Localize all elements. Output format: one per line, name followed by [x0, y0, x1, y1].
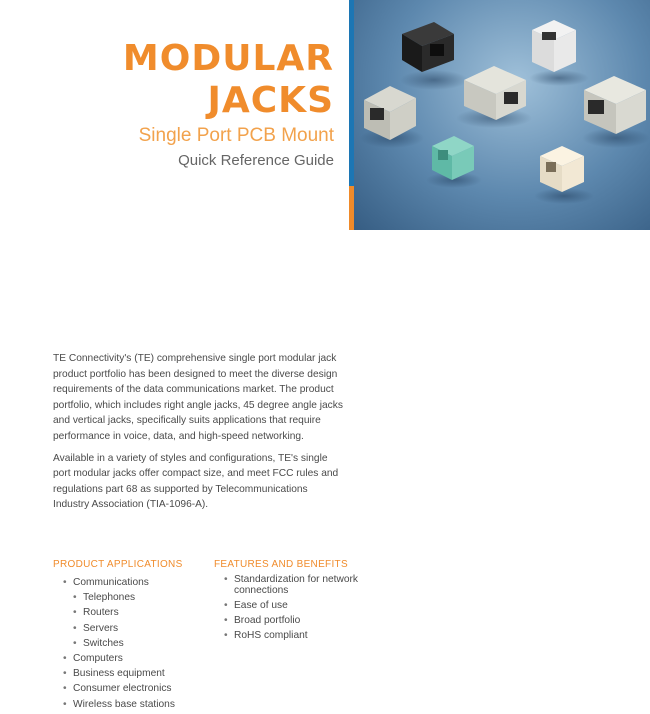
product-applications — [53, 558, 213, 712]
title-modular: MODULAR — [122, 38, 334, 79]
black-jack-icon — [400, 22, 468, 90]
white-vertical-jack-icon — [529, 20, 589, 86]
list-item: • RoHS compliant — [214, 631, 389, 642]
title-jacks: JACKS — [207, 80, 334, 121]
features-list — [214, 575, 389, 642]
guide-label: Quick Reference Guide — [178, 152, 334, 169]
list-item: • Routers — [53, 605, 213, 620]
list-item: • Broad portfolio — [214, 616, 389, 627]
list-item: • Telephones — [53, 590, 213, 605]
teal-jack-icon — [426, 136, 482, 188]
product-applications-list — [53, 575, 213, 712]
product-applications-heading: PRODUCT APPLICATIONS — [53, 559, 183, 570]
list-item: • Standardization for network connections — [214, 575, 389, 596]
product-photo — [354, 0, 650, 230]
list-item: • Consumer electronics — [53, 681, 213, 696]
shielded-jack-center-icon — [456, 66, 532, 128]
features-heading: FEATURES AND BENEFITS — [214, 559, 348, 570]
list-item: • Servers — [53, 621, 213, 636]
shielded-jack-left-icon — [360, 86, 424, 148]
modular-jacks-illustration — [354, 0, 650, 230]
list-item: • Computers — [53, 651, 213, 666]
list-item: • Switches — [53, 636, 213, 651]
list-item: • Wireless base stations — [53, 697, 213, 712]
list-item: • Communications — [53, 575, 213, 590]
subtitle: Single Port PCB Mount — [138, 125, 334, 146]
features-and-benefits — [214, 558, 389, 646]
list-item: • Ease of use — [214, 601, 389, 612]
list-item: • Business equipment — [53, 666, 213, 681]
cream-jack-icon — [534, 146, 594, 204]
intro-text — [53, 351, 345, 519]
shielded-jack-right-icon — [582, 76, 650, 148]
intro-paragraph-1: TE Connectivity's (TE) comprehensive single port modular jack product portfolio has been designed to meet the diverse design requirements of the data communications market. The product portfolio, which includes right angle jacks, 45 degree angle jacks and vertical jacks, specifically suits applications that require performance in voice, data, and high-speed networking. — [53, 353, 343, 442]
intro-paragraph-2: Available in a variety of styles and configurations, TE's single port modular jacks offer compact size, and meet FCC rules and regulations part 68 as supported by Telecommunications Industry Association (TIA-1096-A). — [53, 452, 339, 511]
